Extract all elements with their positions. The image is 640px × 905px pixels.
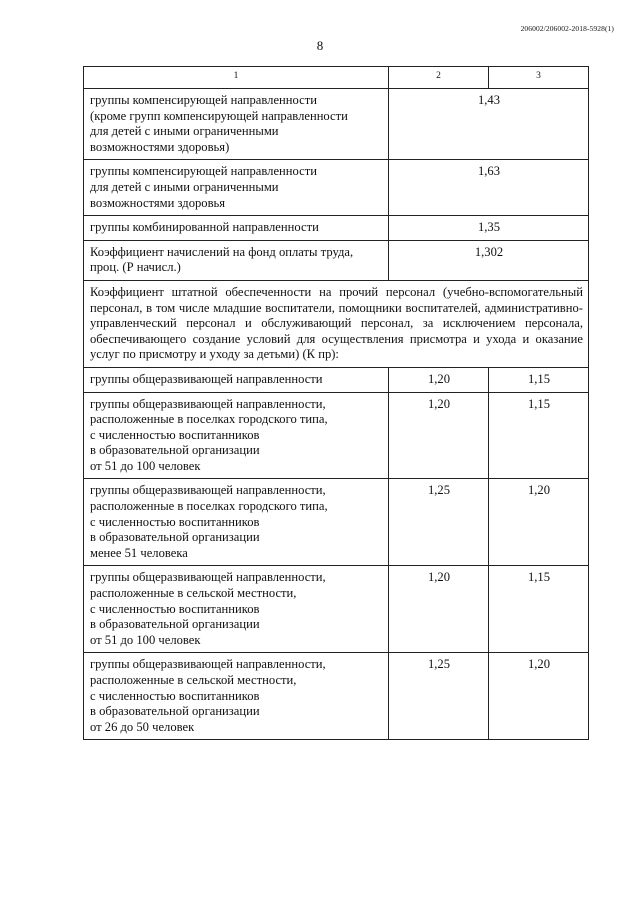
description-line: (кроме групп компенсирующей направленности [90,108,348,123]
coefficient-value: 1,20 [389,367,489,392]
description-line: от 51 до 100 человек [90,458,201,473]
description-line: проц. (Р начисл.) [90,260,181,275]
row-description [84,653,389,740]
description-line: для детей с иными ограниченными [90,124,279,139]
coefficient-value: 1,20 [389,566,489,653]
row-description [84,240,389,280]
description-line: расположенные в поселках городского типа, [90,412,328,427]
description-line: в образовательной организации [90,530,260,545]
description-line: возможностями здоровья) [90,139,230,154]
coefficient-value: 1,15 [489,392,589,479]
column-header: 1 [84,67,389,89]
description-line: расположенные в поселках городского типа, [90,499,328,514]
description-line: от 51 до 100 человек [90,632,201,647]
document-id: 206002/206002-2018-5928(1) [520,24,614,33]
description-line: группы общеразвивающей направленности [90,371,323,386]
coefficient-value: 1,20 [489,653,589,740]
coefficient-value: 1,302 [389,240,589,280]
table-row [84,653,589,740]
table-header-row [84,67,589,89]
description-line: с численностью воспитанников [90,601,260,616]
description-line: с численностью воспитанников [90,688,260,703]
description-line: с численностью воспитанников [90,427,260,442]
description-line: группы комбинированной направленности [90,220,319,235]
row-description [84,160,389,216]
description-line: группы общеразвивающей направленности, [90,657,326,672]
description-line: с численностью воспитанников [90,514,260,529]
coefficient-value: 1,20 [389,392,489,479]
row-description [84,392,389,479]
description-line: для детей с иными ограниченными [90,179,279,194]
table-row [84,392,589,479]
description-line: в образовательной организации [90,617,260,632]
table-row [84,280,589,367]
row-description [84,479,389,566]
description-line: группы компенсирующей направленности [90,93,317,107]
row-description [84,566,389,653]
description-line: группы общеразвивающей направленности, [90,483,326,498]
row-description [84,216,389,241]
description-line: возможностями здоровья [90,195,226,210]
coefficient-value: 1,15 [489,566,589,653]
row-description [84,367,389,392]
column-header: 3 [489,67,589,89]
description-line: менее 51 человека [90,545,188,560]
description-line: от 26 до 50 человек [90,719,195,734]
table-row [84,216,589,241]
coefficient-value: 1,43 [389,89,589,160]
table-row [84,160,589,216]
coefficient-value: 1,25 [389,479,489,566]
column-header: 2 [389,67,489,89]
description-line: группы общеразвивающей направленности, [90,396,326,411]
page-number: 8 [316,38,324,53]
description-line: группы компенсирующей направленности [90,164,317,179]
table-row [84,367,589,392]
row-description [84,89,389,160]
table-row [84,566,589,653]
coefficient-value: 1,35 [389,216,589,241]
coefficient-value: 1,63 [389,160,589,216]
description-line: группы общеразвивающей направленности, [90,570,326,585]
table-row [84,479,589,566]
coefficient-value: 1,20 [489,479,589,566]
section-description: Коэффициент штатной обеспеченности на прочий персонал (учебно-вспомогательный персонал, в том числе младшие воспитатели, помощники воспитателей, административно-управленческий персонал и обслуживающий персонал, за исключением персонала, обеспечивающего создание условий для осуществления присмотра и ухода и оказание услуг по присмотру и уходу за детьми) (К пр): [84,280,589,367]
table-row [84,89,589,160]
description-line: в образовательной организации [90,704,260,719]
description-line: расположенные в сельской местности, [90,673,297,687]
description-line: в образовательной организации [90,443,260,458]
table-row [84,240,589,280]
coefficients-table [83,66,589,740]
description-line: расположенные в сельской местности, [90,586,297,601]
coefficient-value: 1,15 [489,367,589,392]
description-line: Коэффициент начислений на фонд оплаты труда, [90,244,354,259]
coefficient-value: 1,25 [389,653,489,740]
